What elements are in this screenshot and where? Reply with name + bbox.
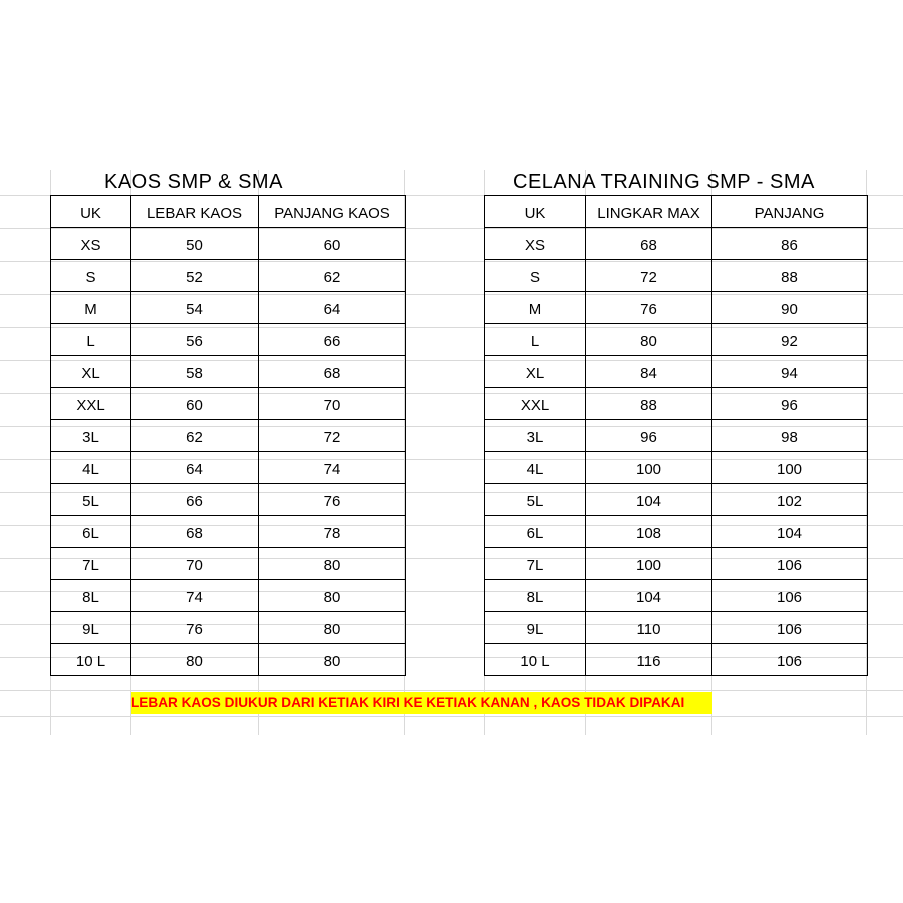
measure-cell: 64 — [131, 452, 259, 484]
table-row — [485, 260, 868, 292]
length-cell: 76 — [259, 484, 406, 516]
measure-cell: 62 — [131, 420, 259, 452]
length-cell: 62 — [259, 260, 406, 292]
size-cell: 8L — [51, 580, 131, 612]
length-cell: 88 — [712, 260, 868, 292]
measure-cell: 54 — [131, 292, 259, 324]
size-cell: 6L — [51, 516, 131, 548]
table-row — [485, 292, 868, 324]
table-row — [485, 548, 868, 580]
size-cell: 4L — [485, 452, 586, 484]
size-cell: 3L — [485, 420, 586, 452]
table-row — [51, 228, 406, 260]
header-row — [51, 196, 406, 228]
table-row — [485, 580, 868, 612]
length-cell: 78 — [259, 516, 406, 548]
size-cell: XL — [51, 356, 131, 388]
size-cell: 5L — [51, 484, 131, 516]
length-cell: 92 — [712, 324, 868, 356]
length-cell: 90 — [712, 292, 868, 324]
table-row — [51, 388, 406, 420]
size-cell: 10 L — [51, 644, 131, 676]
table-row — [485, 228, 868, 260]
size-cell: XS — [51, 228, 131, 260]
measure-cell: 76 — [586, 292, 712, 324]
measure-cell: 68 — [586, 228, 712, 260]
length-cell: 72 — [259, 420, 406, 452]
table-row — [485, 644, 868, 676]
table-row — [51, 484, 406, 516]
measure-cell: 108 — [586, 516, 712, 548]
measure-cell: 66 — [131, 484, 259, 516]
measure-cell: 104 — [586, 484, 712, 516]
measure-cell: 100 — [586, 548, 712, 580]
measure-cell: 60 — [131, 388, 259, 420]
length-cell: 98 — [712, 420, 868, 452]
size-cell: 3L — [51, 420, 131, 452]
measure-cell: 50 — [131, 228, 259, 260]
column-header: LINGKAR MAX — [586, 196, 712, 228]
measure-cell: 58 — [131, 356, 259, 388]
size-cell: L — [51, 324, 131, 356]
table-row — [51, 516, 406, 548]
size-cell: M — [51, 292, 131, 324]
table-row — [51, 452, 406, 484]
column-header: PANJANG — [712, 196, 868, 228]
measure-cell: 88 — [586, 388, 712, 420]
table-row — [485, 420, 868, 452]
measure-cell: 100 — [586, 452, 712, 484]
celana-size-table — [484, 195, 868, 676]
size-cell: 6L — [485, 516, 586, 548]
size-cell: XXL — [51, 388, 131, 420]
size-cell: 8L — [485, 580, 586, 612]
length-cell: 106 — [712, 580, 868, 612]
measurement-note: LEBAR KAOS DIUKUR DARI KETIAK KIRI KE KETIAK KANAN , KAOS TIDAK DIPAKAI — [131, 692, 712, 714]
table-row — [51, 580, 406, 612]
table-row — [485, 452, 868, 484]
size-cell: 9L — [485, 612, 586, 644]
length-cell: 106 — [712, 548, 868, 580]
measure-cell: 70 — [131, 548, 259, 580]
measure-cell: 80 — [131, 644, 259, 676]
length-cell: 80 — [259, 580, 406, 612]
gridline — [0, 716, 903, 717]
gridline — [0, 690, 903, 691]
length-cell: 70 — [259, 388, 406, 420]
column-header: PANJANG KAOS — [259, 196, 406, 228]
length-cell: 94 — [712, 356, 868, 388]
length-cell: 80 — [259, 612, 406, 644]
kaos-size-table — [50, 195, 406, 676]
table-row — [51, 292, 406, 324]
length-cell: 100 — [712, 452, 868, 484]
measure-cell: 52 — [131, 260, 259, 292]
table-row — [51, 420, 406, 452]
length-cell: 74 — [259, 452, 406, 484]
table-row — [51, 644, 406, 676]
size-cell: XS — [485, 228, 586, 260]
length-cell: 86 — [712, 228, 868, 260]
table-row — [51, 324, 406, 356]
table-row — [485, 612, 868, 644]
table-row — [51, 548, 406, 580]
size-cell: XXL — [485, 388, 586, 420]
measure-cell: 76 — [131, 612, 259, 644]
measure-cell: 116 — [586, 644, 712, 676]
length-cell: 80 — [259, 548, 406, 580]
measure-cell: 74 — [131, 580, 259, 612]
length-cell: 68 — [259, 356, 406, 388]
table-row — [485, 388, 868, 420]
length-cell: 106 — [712, 612, 868, 644]
column-header: LEBAR KAOS — [131, 196, 259, 228]
measure-cell: 110 — [586, 612, 712, 644]
length-cell: 80 — [259, 644, 406, 676]
size-cell: S — [51, 260, 131, 292]
table-row — [51, 260, 406, 292]
size-cell: S — [485, 260, 586, 292]
size-cell: L — [485, 324, 586, 356]
size-cell: 10 L — [485, 644, 586, 676]
measure-cell: 96 — [586, 420, 712, 452]
length-cell: 106 — [712, 644, 868, 676]
column-header: UK — [485, 196, 586, 228]
kaos-table-title: KAOS SMP & SMA — [104, 171, 283, 193]
size-cell: 4L — [51, 452, 131, 484]
length-cell: 60 — [259, 228, 406, 260]
length-cell: 96 — [712, 388, 868, 420]
header-row — [485, 196, 868, 228]
measure-cell: 104 — [586, 580, 712, 612]
length-cell: 66 — [259, 324, 406, 356]
length-cell: 104 — [712, 516, 868, 548]
measure-cell: 68 — [131, 516, 259, 548]
table-row — [51, 356, 406, 388]
length-cell: 64 — [259, 292, 406, 324]
length-cell: 102 — [712, 484, 868, 516]
size-cell: 7L — [51, 548, 131, 580]
size-cell: 5L — [485, 484, 586, 516]
measure-cell: 72 — [586, 260, 712, 292]
measure-cell: 80 — [586, 324, 712, 356]
table-row — [485, 516, 868, 548]
table-row — [485, 324, 868, 356]
table-row — [51, 612, 406, 644]
size-cell: XL — [485, 356, 586, 388]
column-header: UK — [51, 196, 131, 228]
table-row — [485, 356, 868, 388]
table-row — [485, 484, 868, 516]
size-cell: 9L — [51, 612, 131, 644]
measure-cell: 56 — [131, 324, 259, 356]
size-cell: 7L — [485, 548, 586, 580]
size-cell: M — [485, 292, 586, 324]
celana-table-title: CELANA TRAINING SMP - SMA — [513, 171, 815, 193]
measure-cell: 84 — [586, 356, 712, 388]
